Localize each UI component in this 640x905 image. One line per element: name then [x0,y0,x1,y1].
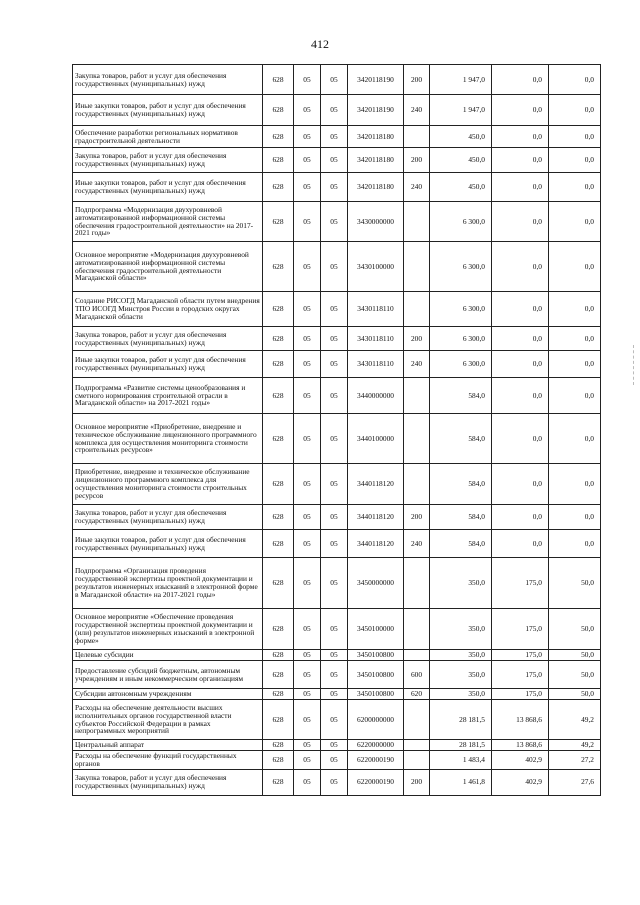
row-csr: 6200000000 [348,700,404,740]
table-row [73,740,601,751]
row-vr: 200 [404,327,430,351]
row-percent: 27,6 [549,769,601,795]
row-percent: 0,0 [549,95,601,126]
row-vr [404,751,430,770]
row-ved: 628 [263,650,294,661]
row-name: Субсидии автономным учреждениям [73,689,263,700]
row-name: Основное мероприятие «Обеспечение проведения государственной экспертизы проектной документации и (или) результатов инженерных изысканий в электронной форме» [73,609,263,650]
row-amount-executed: 175,0 [492,689,549,700]
row-csr: 3430118110 [348,327,404,351]
row-amount-executed: 0,0 [492,378,549,414]
table-row [73,65,601,95]
row-pr: 05 [321,558,348,609]
row-name: Подпрограмма «Организация проведения государственной экспертизы проектной документации и результатов инженерных изысканий в электронной форме в Магаданской области» на 2017-2021 годы» [73,558,263,609]
row-amount-plan: 584,0 [430,530,492,558]
row-csr: 3430118110 [348,351,404,378]
row-pr: 05 [321,292,348,327]
row-pr: 05 [321,351,348,378]
row-amount-plan: 350,0 [430,609,492,650]
row-rz: 05 [294,661,321,689]
row-ved: 628 [263,65,294,95]
row-csr: 3440118120 [348,530,404,558]
row-percent: 50,0 [549,609,601,650]
row-amount-executed: 0,0 [492,202,549,242]
row-percent: 0,0 [549,414,601,464]
table-row [73,505,601,530]
row-csr: 3440100000 [348,414,404,464]
row-rz: 05 [294,173,321,202]
table-row [73,378,601,414]
row-ved: 628 [263,351,294,378]
row-ved: 628 [263,327,294,351]
row-ved: 628 [263,173,294,202]
table-row [73,609,601,650]
row-amount-executed: 0,0 [492,505,549,530]
row-ved: 628 [263,751,294,770]
row-ved: 628 [263,661,294,689]
row-vr: 240 [404,95,430,126]
row-vr: 600 [404,661,430,689]
table-row [73,202,601,242]
row-percent: 0,0 [549,126,601,148]
row-amount-plan: 350,0 [430,558,492,609]
table-row [73,292,601,327]
table-row [73,700,601,740]
row-name: Предоставление субсидий бюджетным, автономным учреждениям и иным некоммерческим организациям [73,661,263,689]
row-ved: 628 [263,530,294,558]
row-pr: 05 [321,378,348,414]
row-percent: 0,0 [549,292,601,327]
row-csr: 3420118190 [348,95,404,126]
row-amount-plan: 350,0 [430,650,492,661]
row-vr [404,292,430,327]
row-name: Основное мероприятие «Приобретение, внедрение и техническое обслуживание лицензионного программного комплекса для осуществления мониторинга стоимости строительных ресурсов» [73,414,263,464]
row-percent: 50,0 [549,558,601,609]
row-amount-plan: 28 181,5 [430,700,492,740]
row-ved: 628 [263,740,294,751]
row-percent: 0,0 [549,173,601,202]
row-amount-plan: 1 483,4 [430,751,492,770]
row-amount-executed: 0,0 [492,65,549,95]
row-ved: 628 [263,126,294,148]
row-amount-plan: 6 300,0 [430,292,492,327]
row-name: Закупка товаров, работ и услуг для обеспечения государственных (муниципальных) нужд [73,769,263,795]
row-percent: 0,0 [549,464,601,505]
row-amount-executed: 0,0 [492,530,549,558]
row-amount-plan: 450,0 [430,126,492,148]
row-amount-plan: 350,0 [430,689,492,700]
row-amount-plan: 584,0 [430,414,492,464]
row-vr [404,378,430,414]
row-percent: 0,0 [549,65,601,95]
row-vr [404,650,430,661]
row-rz: 05 [294,700,321,740]
row-percent: 0,0 [549,378,601,414]
row-name: Иные закупки товаров, работ и услуг для обеспечения государственных (муниципальных) нужд [73,351,263,378]
row-name: Приобретение, внедрение и техническое обслуживание лицензионного программного комплекса для осуществления мониторинга стоимости строительных ресурсов [73,464,263,505]
row-name: Создание РИСОГД Магаданской области путем внедрения ТПО ИСОГД Минстроя России в городских округах Магаданской области [73,292,263,327]
row-percent: 50,0 [549,650,601,661]
row-amount-plan: 584,0 [430,464,492,505]
row-amount-executed: 13 868,6 [492,740,549,751]
row-amount-plan: 28 181,5 [430,740,492,751]
row-csr: 3450100800 [348,650,404,661]
table-row [73,242,601,292]
table-row [73,769,601,795]
table-row [73,661,601,689]
row-csr: 3430000000 [348,202,404,242]
row-csr: 3420118190 [348,65,404,95]
row-name: Иные закупки товаров, работ и услуг для обеспечения государственных (муниципальных) нужд [73,173,263,202]
row-rz: 05 [294,292,321,327]
table-row [73,126,601,148]
row-vr [404,609,430,650]
row-name: Закупка товаров, работ и услуг для обеспечения государственных (муниципальных) нужд [73,505,263,530]
budget-table [72,64,601,796]
row-ved: 628 [263,292,294,327]
row-percent: 0,0 [549,505,601,530]
row-vr: 240 [404,530,430,558]
row-ved: 628 [263,202,294,242]
row-ved: 628 [263,464,294,505]
row-amount-executed: 0,0 [492,351,549,378]
row-pr: 05 [321,769,348,795]
row-rz: 05 [294,689,321,700]
row-vr [404,558,430,609]
row-amount-plan: 1 947,0 [430,65,492,95]
row-rz: 05 [294,751,321,770]
row-ved: 628 [263,414,294,464]
row-csr: 3440118120 [348,464,404,505]
row-csr: 3440000000 [348,378,404,414]
row-vr: 240 [404,351,430,378]
row-vr [404,740,430,751]
row-vr [404,414,430,464]
row-pr: 05 [321,530,348,558]
row-name: Основное мероприятие «Модернизация двухуровневой автоматизированной информационной системы обеспечения градостроительной деятельности Магаданской области» [73,242,263,292]
row-amount-executed: 0,0 [492,414,549,464]
scan-edge-mark [633,345,638,385]
row-vr: 200 [404,65,430,95]
row-ved: 628 [263,769,294,795]
row-rz: 05 [294,609,321,650]
row-rz: 05 [294,378,321,414]
row-percent: 0,0 [549,242,601,292]
row-vr: 200 [404,769,430,795]
row-name: Закупка товаров, работ и услуг для обеспечения государственных (муниципальных) нужд [73,148,263,173]
row-amount-executed: 175,0 [492,609,549,650]
row-percent: 0,0 [549,327,601,351]
row-percent: 49,2 [549,700,601,740]
row-pr: 05 [321,202,348,242]
row-rz: 05 [294,202,321,242]
table-row [73,173,601,202]
row-name: Подпрограмма «Развитие системы ценообразования и сметного нормирования строительной отрасли в Магаданской области» на 2017-2021 годы» [73,378,263,414]
row-ved: 628 [263,689,294,700]
row-percent: 27,2 [549,751,601,770]
row-pr: 05 [321,609,348,650]
row-rz: 05 [294,95,321,126]
row-pr: 05 [321,464,348,505]
row-pr: 05 [321,126,348,148]
row-name: Расходы на обеспечение деятельности высших исполнительных органов государственной власти субъектов Российской Федерации в рамках непрограммных мероприятий [73,700,263,740]
row-pr: 05 [321,700,348,740]
table-row [73,148,601,173]
row-csr: 3450100800 [348,661,404,689]
row-vr [404,242,430,292]
row-pr: 05 [321,65,348,95]
row-amount-plan: 584,0 [430,505,492,530]
row-amount-executed: 0,0 [492,148,549,173]
row-ved: 628 [263,609,294,650]
row-amount-executed: 175,0 [492,558,549,609]
row-rz: 05 [294,148,321,173]
row-csr: 3450100800 [348,689,404,700]
row-vr: 200 [404,505,430,530]
row-csr: 3440118120 [348,505,404,530]
row-amount-executed: 0,0 [492,95,549,126]
row-pr: 05 [321,327,348,351]
row-pr: 05 [321,148,348,173]
row-amount-plan: 1 947,0 [430,95,492,126]
table-row [73,650,601,661]
row-name: Иные закупки товаров, работ и услуг для обеспечения государственных (муниципальных) нужд [73,530,263,558]
row-csr: 3420118180 [348,126,404,148]
row-amount-executed: 13 868,6 [492,700,549,740]
row-ved: 628 [263,700,294,740]
row-rz: 05 [294,505,321,530]
row-name: Иные закупки товаров, работ и услуг для обеспечения государственных (муниципальных) нужд [73,95,263,126]
row-csr: 3430100000 [348,242,404,292]
row-pr: 05 [321,751,348,770]
row-amount-executed: 175,0 [492,650,549,661]
row-rz: 05 [294,327,321,351]
page-number: 412 [311,37,329,51]
row-pr: 05 [321,505,348,530]
row-amount-plan: 450,0 [430,148,492,173]
row-name: Подпрограмма «Модернизация двухуровневой автоматизированной информационной системы обеспечения градостроительной деятельности» на 2017-2021 годы» [73,202,263,242]
row-amount-executed: 0,0 [492,292,549,327]
row-rz: 05 [294,464,321,505]
row-name: Закупка товаров, работ и услуг для обеспечения государственных (муниципальных) нужд [73,327,263,351]
row-rz: 05 [294,650,321,661]
row-name: Обеспечение разработки региональных нормативов градостроительной деятельности [73,126,263,148]
row-name: Центральный аппарат [73,740,263,751]
row-amount-executed: 0,0 [492,173,549,202]
row-csr: 3420118180 [348,173,404,202]
row-amount-plan: 1 461,8 [430,769,492,795]
row-amount-plan: 350,0 [430,661,492,689]
row-csr: 3430118110 [348,292,404,327]
row-percent: 50,0 [549,661,601,689]
table-row [73,530,601,558]
row-csr: 3420118180 [348,148,404,173]
table-row [73,327,601,351]
row-rz: 05 [294,126,321,148]
row-percent: 0,0 [549,148,601,173]
row-amount-plan: 584,0 [430,378,492,414]
row-vr [404,202,430,242]
table-row [73,689,601,700]
row-percent: 0,0 [549,202,601,242]
row-amount-plan: 6 300,0 [430,242,492,292]
row-csr: 3450100000 [348,609,404,650]
row-amount-plan: 6 300,0 [430,351,492,378]
row-pr: 05 [321,740,348,751]
row-rz: 05 [294,414,321,464]
row-ved: 628 [263,95,294,126]
row-csr: 3450000000 [348,558,404,609]
table-row [73,751,601,770]
row-ved: 628 [263,242,294,292]
row-ved: 628 [263,505,294,530]
row-rz: 05 [294,769,321,795]
row-rz: 05 [294,351,321,378]
row-pr: 05 [321,661,348,689]
table-row [73,414,601,464]
table-row [73,464,601,505]
row-pr: 05 [321,414,348,464]
row-amount-executed: 0,0 [492,242,549,292]
row-pr: 05 [321,650,348,661]
row-vr [404,464,430,505]
row-amount-executed: 0,0 [492,327,549,351]
row-name: Расходы на обеспечение функций государственных органов [73,751,263,770]
row-percent: 0,0 [549,351,601,378]
table-row [73,95,601,126]
row-amount-executed: 175,0 [492,661,549,689]
row-rz: 05 [294,242,321,292]
row-percent: 0,0 [549,530,601,558]
row-amount-executed: 402,9 [492,751,549,770]
row-csr: 6220000190 [348,769,404,795]
row-rz: 05 [294,740,321,751]
row-csr: 6220000000 [348,740,404,751]
row-ved: 628 [263,378,294,414]
row-ved: 628 [263,148,294,173]
row-amount-executed: 0,0 [492,126,549,148]
row-pr: 05 [321,689,348,700]
row-amount-plan: 450,0 [430,173,492,202]
row-amount-executed: 402,9 [492,769,549,795]
row-percent: 49,2 [549,740,601,751]
row-vr: 620 [404,689,430,700]
row-amount-plan: 6 300,0 [430,202,492,242]
row-amount-plan: 6 300,0 [430,327,492,351]
row-name: Закупка товаров, работ и услуг для обеспечения государственных (муниципальных) нужд [73,65,263,95]
row-amount-executed: 0,0 [492,464,549,505]
row-rz: 05 [294,558,321,609]
row-ved: 628 [263,558,294,609]
table-row [73,351,601,378]
row-rz: 05 [294,530,321,558]
row-vr [404,126,430,148]
row-vr [404,700,430,740]
row-pr: 05 [321,242,348,292]
row-pr: 05 [321,95,348,126]
table-row [73,558,601,609]
row-vr: 200 [404,148,430,173]
row-csr: 6220000190 [348,751,404,770]
row-percent: 50,0 [549,689,601,700]
row-name: Целевые субсидии [73,650,263,661]
row-pr: 05 [321,173,348,202]
row-vr: 240 [404,173,430,202]
row-rz: 05 [294,65,321,95]
